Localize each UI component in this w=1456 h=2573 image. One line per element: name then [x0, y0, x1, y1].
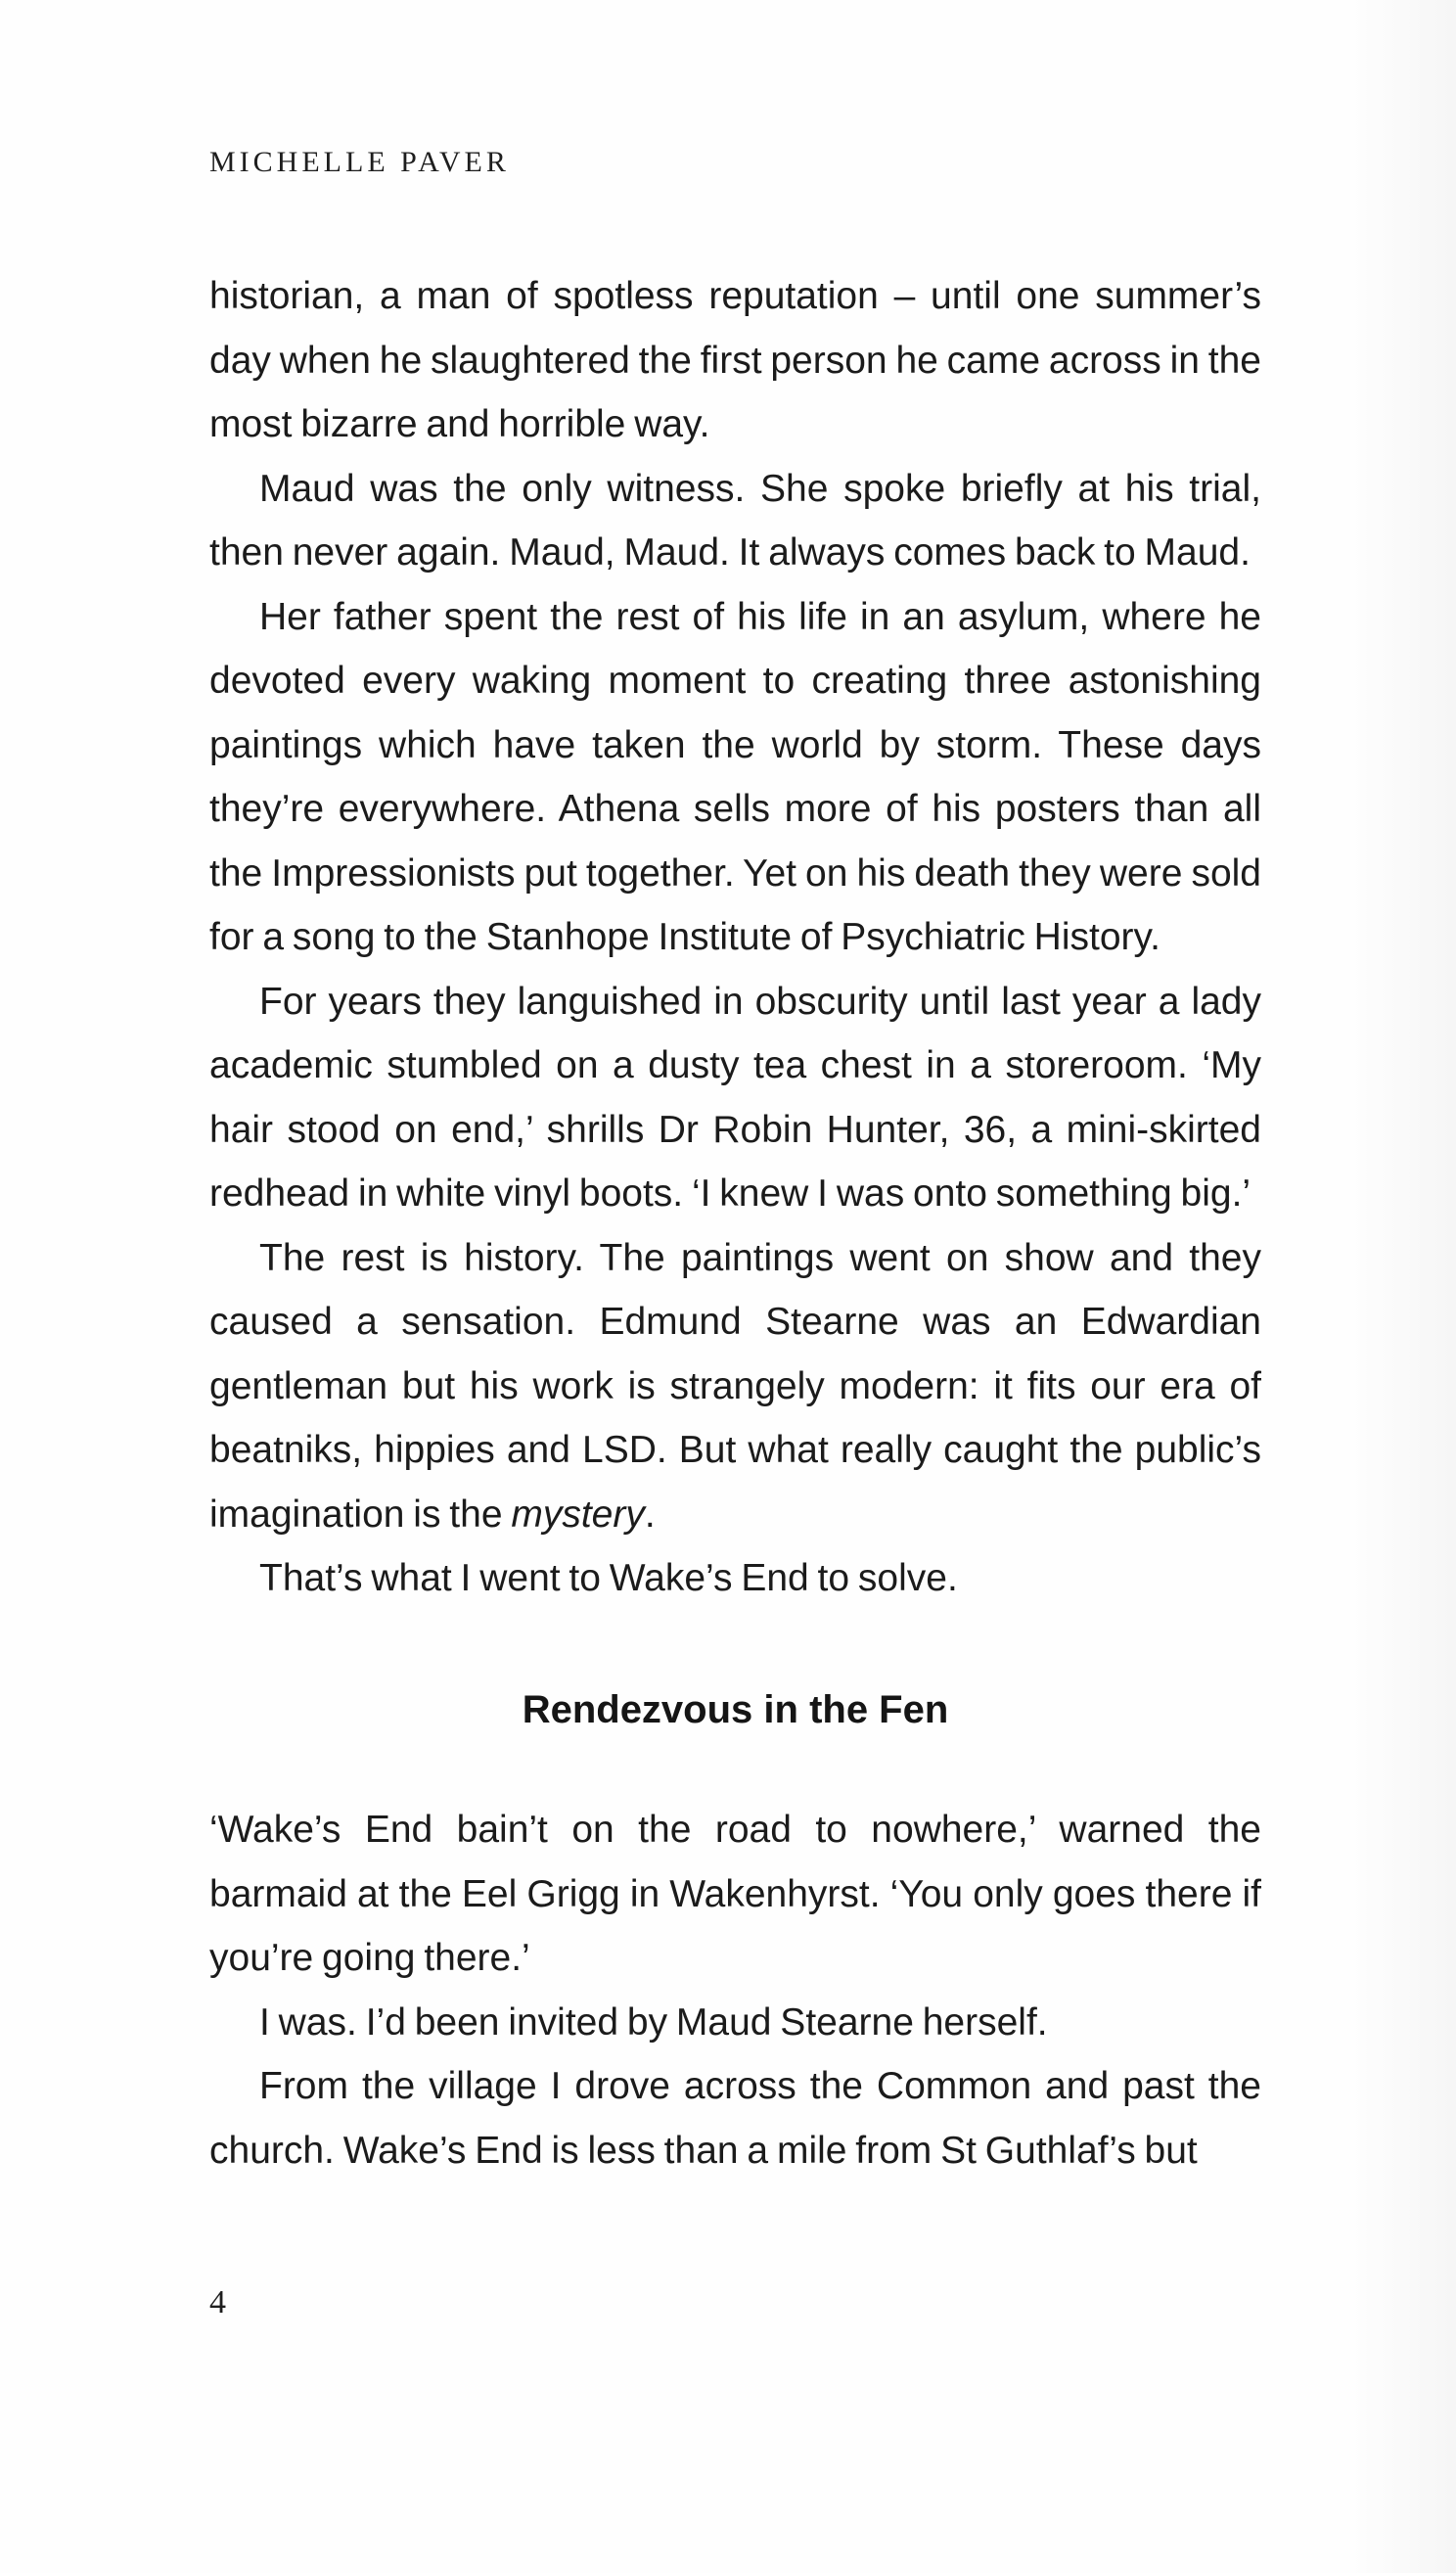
- page-edge-shadow: [1348, 0, 1456, 2573]
- paragraph: ‘Wake’s End bain’t on the road to nowhere,’ warned the barmaid at the Eel Grigg in Wakenhyrst. ‘You only goes there if you’re going there.’: [209, 1809, 1261, 1979]
- body-text-section-2: [209, 1798, 1261, 2182]
- body-text-section-1: [209, 264, 1261, 1611]
- paragraph-punctuation: .: [644, 1493, 656, 1536]
- paragraph: historian, a man of spotless reputation – until one summer’s day when he slaughtered the first person he came across in the most bizarre and horrible way.: [209, 275, 1261, 445]
- paragraph: Her father spent the rest of his life in an asylum, where he devoted every waking moment to creating three astonishing paintings which have taken the world by storm. These days they’re everywhere. Athena sells more of his posters than all the Impressionists put together. Yet on his death they were sold for a song to the Stanhope Institute of Psychiatric History.: [209, 595, 1261, 958]
- paragraph-text: The rest is history. The paintings went on show and they caused a sensation. Edmund Stearne was an Edwardian gentleman but his work is strangely modern: it fits our era of beatniks, hippies and LSD. But what really caught the public’s imagination is the: [209, 1236, 1261, 1536]
- paragraph-with-emphasis: [209, 1226, 1261, 1547]
- emphasized-word: mystery: [511, 1493, 645, 1536]
- paragraph: Maud was the only witness. She spoke briefly at his trial, then never again. Maud, Maud. It always comes back to Maud.: [209, 467, 1261, 574]
- paragraph: I was. I’d been invited by Maud Stearne herself.: [259, 2000, 1048, 2044]
- paragraph: For years they languished in obscurity until last year a lady academic stumbled on a dusty tea chest in a storeroom. ‘My hair stood on end,’ shrills Dr Robin Hunter, 36, a mini-skirted redhead in white vinyl boots. ‘I knew I was onto something big.’: [209, 980, 1261, 1215]
- paragraph: That’s what I went to Wake’s End to solve.: [259, 1557, 958, 1599]
- page-number: 4: [209, 2284, 226, 2320]
- paragraph: From the village I drove across the Common and past the church. Wake’s End is less than a mile from St Guthlaf’s but: [209, 2065, 1261, 2172]
- running-header-author: MICHELLE PAVER: [209, 146, 510, 178]
- section-heading: Rendezvous in the Fen: [522, 1688, 949, 1731]
